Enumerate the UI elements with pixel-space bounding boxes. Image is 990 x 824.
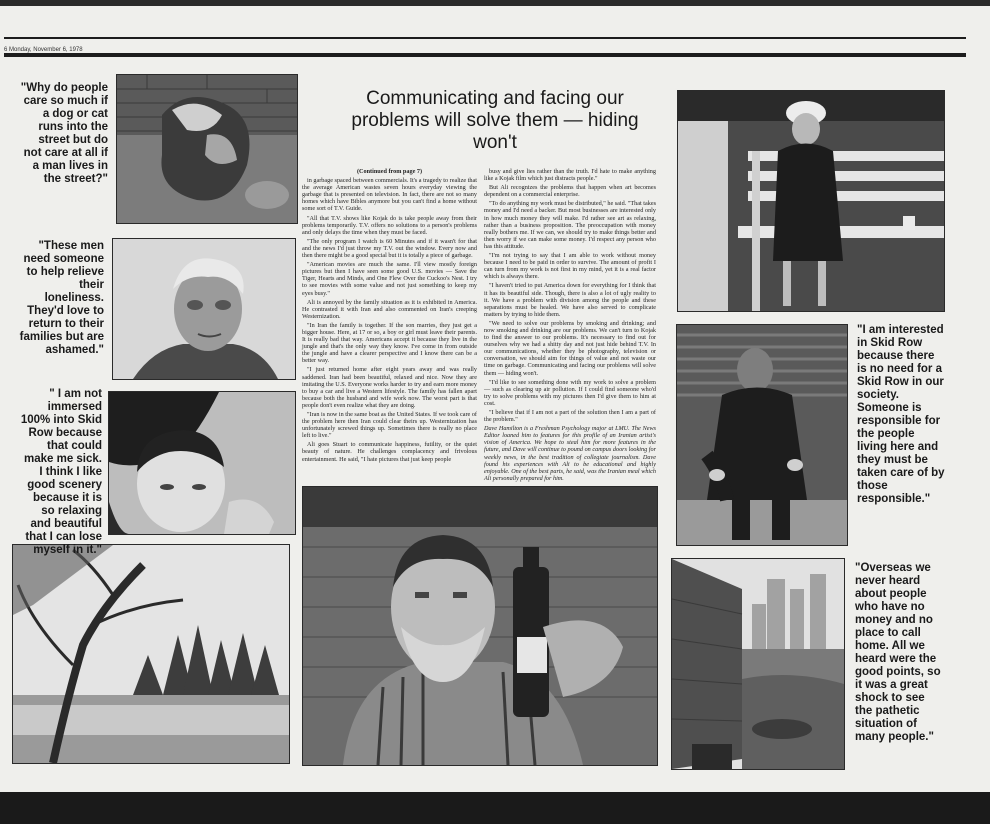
article-paragraph: "I believe that if I am not a part of the solution then I am a part of the problem." bbox=[484, 409, 656, 424]
article-paragraph: "I'm not trying to say that I am able to work without money because I need to be paid in order to survive. The amount of profit I can turn from my work is not first in my mind, yet it is a real factor which is always there. bbox=[484, 252, 656, 281]
pull-quote-1: "Why do people care so much if a dog or cat runs into the street but do not care at all if a man lives in the street?" bbox=[20, 82, 108, 185]
article-column-2 bbox=[484, 168, 656, 482]
continued-note: (Continued from page 7) bbox=[356, 168, 423, 175]
article-paragraph: Ali is annoyed by the family situation as it is exhibited in America. He contrasted it with Iran and also commented on Iran's creeping Westernization. bbox=[302, 298, 477, 320]
top-rule bbox=[4, 37, 966, 39]
article-paragraph: "The only program I watch is 60 Minutes and if it wasn't for that and the news I'd just throw my T.V. out the window. Every now and then there might be a good special but it is totally a piece of garbage. bbox=[302, 237, 477, 260]
article-column-1 bbox=[302, 168, 477, 483]
man-seated-doorway-photo bbox=[676, 324, 848, 546]
article-paragraph: "In Iran the family is together. If the son marries, they just get a bigger house. Here, at 17 or so, a boy or girl must leave their parents. It is really bad that way. Americans accept it because they live in the jungle and that's the only way they know. I've come in from outside the jungle and have a clearer perspective and I know there can be a better way. bbox=[302, 321, 477, 365]
article-paragraph: "I just returned home after eight years away and was really saddened. Iran had been beautiful, relaxed and nice. Now they are imitating the U.S. Everyone works harder to try and earn more money to buy a car and live a Western lifestyle. The family has fallen apart because both the husband and wife work now. The worst part is that people don't even realize what they are doing. bbox=[302, 366, 477, 409]
article-paragraph: busy and give lies rather than the truth. I'd hate to make anything like a Kojak film which just distracts people." bbox=[484, 168, 656, 183]
article-paragraph: "Iran is now in the same boat as the United States. If we took care of the problem here then Iran could clear theirs up. Westernization has unfortunately screwed things up. Sometimes there is really no place left to live." bbox=[302, 411, 477, 440]
article-paragraph: "American movies are much the same. I'll view mostly foreign pictures but then I have seen some good U.S. movies — Save the Tiger, Hearts and Minds, and One Flew Over the Cuckoo's Nest. I try to see movies with some value and not just something to keep my eyes busy." bbox=[302, 261, 477, 297]
child-portrait-photo bbox=[108, 391, 296, 535]
pull-quote-4: "I am interested in Skid Row because there is no need for a Skid Row in our society. Someone is responsible for the people living here and they must be taken care of by those responsible." bbox=[857, 324, 945, 505]
trash-bag-photo bbox=[116, 74, 298, 224]
article-paragraph: "We need to solve our problems by smoking and drinking; and now smoking and drinking are our problems. We can't turn to Kojak to find the answer to our problems. It's necessary to find out for ourselves why we had a shitty day and not just hide behind T.V. In our communications, whether they be photography, television or conversation, we should aim for things of value and not waste our time on garbage. Communicating and facing our problems will solve them — hiding won't. bbox=[484, 319, 656, 377]
article-paragraph: Ali goes Stuart to communicate happiness, futility, or the quiet beauty of nature. He challenges complacency and frivolous entertainment. He said, "I hate pictures that just keep people bbox=[302, 441, 477, 463]
alley-city-skyline-photo bbox=[671, 558, 845, 770]
woman-on-bench-photo bbox=[677, 90, 945, 312]
newspaper-page bbox=[0, 6, 990, 792]
lake-trees-landscape-photo bbox=[12, 544, 290, 764]
author-credit: Dave Hamilton is a Freshman Psychology major at LMU. The News Editor loaned him to features for this profile of an Iranian artist's vision of America. We hope to steal him for more features in the future, and Dave will continue to pound on campus doors looking for weekly news, in the best tradition of collegiate journalism. Dave found his experiences with Ali to be educational and highly enjoyable. One of the best parts, he said, was the Iranian meal which Ali personally prepared for him. bbox=[484, 425, 656, 482]
old-man-portrait-photo bbox=[112, 238, 296, 380]
page-folio: 6 Monday, November 6, 1978 bbox=[4, 47, 83, 53]
article-paragraph: "I haven't tried to put America down for everything for I think that it has its beautiful side. Though, there is also a lot of ugly reality to it. We have a problem with division among the people and these separations must be healed. We have also served to complicate matters by trying to hide them. bbox=[484, 282, 656, 318]
header-rule bbox=[4, 53, 966, 57]
pull-quote-5: "Overseas we never heard about people who have no money and no place to call home. All we heard were the good points, so it was a great shock to see the pathetic situation of many people." bbox=[855, 562, 941, 743]
article-paragraph: "To do anything my work must be distributed," he said. "That takes money and I'd need a backer. But most businesses are interested only in how much money they will make. I'd rather see art as relaxing, rather than a business proposition. The preoccupation with money really bothers me. If we can, we should try to make things better and then worry if we can make some money. I'd respect any person who has this attitude. bbox=[484, 200, 656, 250]
scan-bottom-edge bbox=[0, 792, 990, 824]
article-headline: Communicating and facing our problems will solve them — hiding won't bbox=[351, 88, 639, 153]
bearded-man-wine-bottle-photo bbox=[302, 486, 658, 766]
article-paragraph: "I'd like to see something done with my work to solve a problem — such as clearing up air pollution. If I could find someone who'd try to solve problems with my pictures then I'd give them to him at cost. bbox=[484, 378, 656, 407]
pull-quote-2: "These men need someone to help relieve their loneliness. They'd love to return to their families but are ashamed." bbox=[19, 240, 104, 356]
article-paragraph: "All that T.V. shows like Kojak do is take people away from their problems temporarily. T.V. offers no solutions to a person's problems and only delays the time when they must be faced. bbox=[302, 214, 477, 236]
pull-quote-3: " I am not immersed 100% into Skid Row because that could make me sick. I think I like good scenery because it is so relaxing and beautiful that I can lose myself in it." bbox=[20, 388, 102, 556]
article-paragraph: But Ali recognizes the problems that happen when art becomes dependent on a commercial enterprise. bbox=[484, 184, 656, 199]
article-paragraph: in garbage spaced between commercials. It's a tragedy to realize that the average American wastes seven hours everyday viewing the garbage that is presented on television. In fact, there are not so many homes which have Bibles anymore but you can't find a home without some sort of T.V. Guide. bbox=[302, 177, 477, 213]
